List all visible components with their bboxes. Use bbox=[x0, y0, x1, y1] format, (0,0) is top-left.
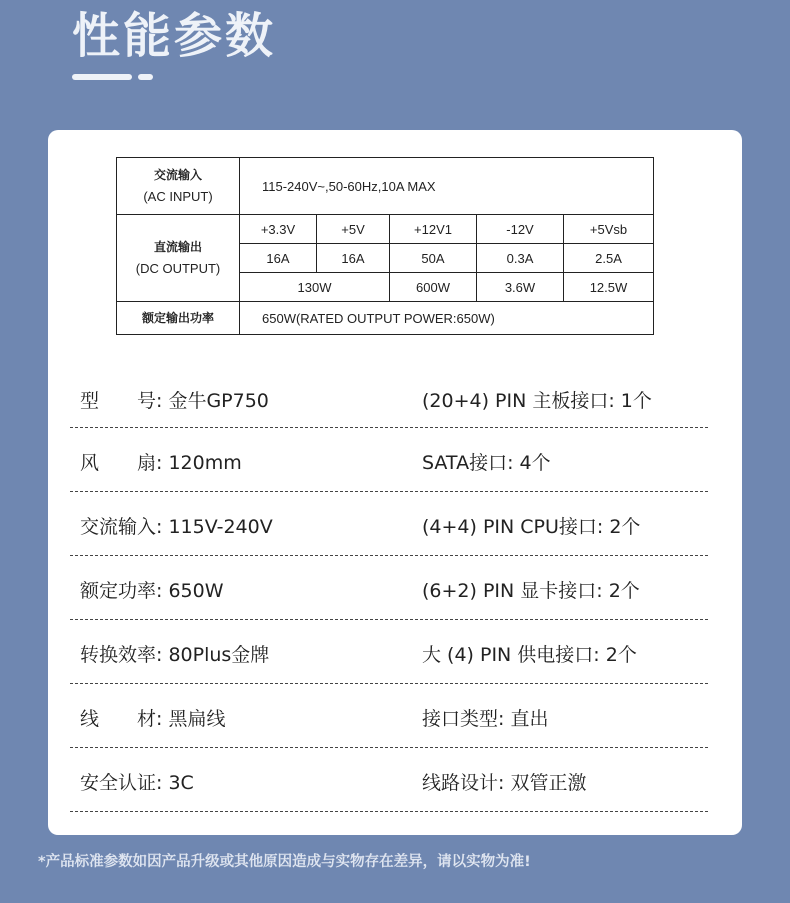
rail-cell: -12V bbox=[477, 215, 564, 244]
spec-right: 接口类型: 直出 bbox=[422, 708, 549, 730]
spec-right: (4+4) PIN CPU接口: 2个 bbox=[422, 516, 641, 538]
power-cell: 600W bbox=[390, 273, 477, 302]
spec-row bbox=[70, 556, 708, 620]
power-cell: 12.5W bbox=[564, 273, 654, 302]
rated-power-label: 额定输出功率 bbox=[141, 311, 214, 325]
title-underline-short bbox=[138, 74, 153, 80]
disclaimer-footnote: *产品标准参数如因产品升级或其他原因造成与实物存在差异，请以实物为准! bbox=[38, 854, 531, 870]
spec-left: 交流输入: 115V-240V bbox=[80, 516, 273, 538]
power-cell: 130W bbox=[240, 273, 390, 302]
page-title: 性能参数 bbox=[72, 8, 277, 64]
dc-output-label-cn: 直流输出 bbox=[153, 240, 202, 254]
rail-cell: +5Vsb bbox=[564, 215, 654, 244]
spec-right: (6+2) PIN 显卡接口: 2个 bbox=[422, 580, 640, 602]
rated-power-row bbox=[117, 302, 654, 335]
current-cell: 0.3A bbox=[477, 244, 564, 273]
ac-input-label-en: (AC INPUT) bbox=[143, 189, 213, 204]
rails-row bbox=[117, 215, 654, 244]
spec-row bbox=[70, 620, 708, 684]
ac-input-value: 115-240V~,50-60Hz,10A MAX bbox=[240, 158, 654, 215]
power-cell: 3.6W bbox=[477, 273, 564, 302]
spec-left: 额定功率: 650W bbox=[80, 580, 224, 602]
dc-output-label-en: (DC OUTPUT) bbox=[135, 261, 221, 276]
rail-cell: +3.3V bbox=[240, 215, 317, 244]
spec-right: 线路设计: 双管正激 bbox=[422, 772, 587, 794]
spec-row bbox=[70, 492, 708, 556]
spec-row bbox=[70, 428, 708, 492]
rail-cell: +5V bbox=[317, 215, 390, 244]
ac-input-row bbox=[117, 158, 654, 215]
ac-input-header bbox=[117, 158, 240, 215]
spec-left: 线 材: 黑扁线 bbox=[80, 708, 226, 730]
spec-left: 安全认证: 3C bbox=[80, 772, 194, 794]
current-cell: 50A bbox=[390, 244, 477, 273]
spec-left: 风 扇: 120mm bbox=[80, 452, 242, 474]
spec-list bbox=[70, 366, 708, 812]
current-cell: 2.5A bbox=[564, 244, 654, 273]
current-cell: 16A bbox=[240, 244, 317, 273]
rated-power-header bbox=[117, 302, 240, 335]
rated-power-value: 650W(RATED OUTPUT POWER:650W) bbox=[240, 302, 654, 335]
spec-right: 大 (4) PIN 供电接口: 2个 bbox=[422, 644, 637, 666]
spec-row bbox=[70, 684, 708, 748]
title-underline-long bbox=[72, 74, 132, 80]
current-cell: 16A bbox=[317, 244, 390, 273]
spec-right: (20+4) PIN 主板接口: 1个 bbox=[422, 390, 652, 412]
ac-input-label-cn: 交流输入 bbox=[153, 168, 202, 182]
spec-card bbox=[48, 130, 742, 835]
dc-output-header bbox=[117, 215, 240, 302]
rail-cell: +12V1 bbox=[390, 215, 477, 244]
spec-right: SATA接口: 4个 bbox=[422, 452, 551, 474]
spec-left: 转换效率: 80Plus金牌 bbox=[80, 644, 270, 666]
spec-row bbox=[70, 366, 708, 428]
power-spec-table bbox=[116, 157, 654, 335]
spec-row bbox=[70, 748, 708, 812]
spec-left: 型 号: 金牛GP750 bbox=[80, 390, 269, 412]
